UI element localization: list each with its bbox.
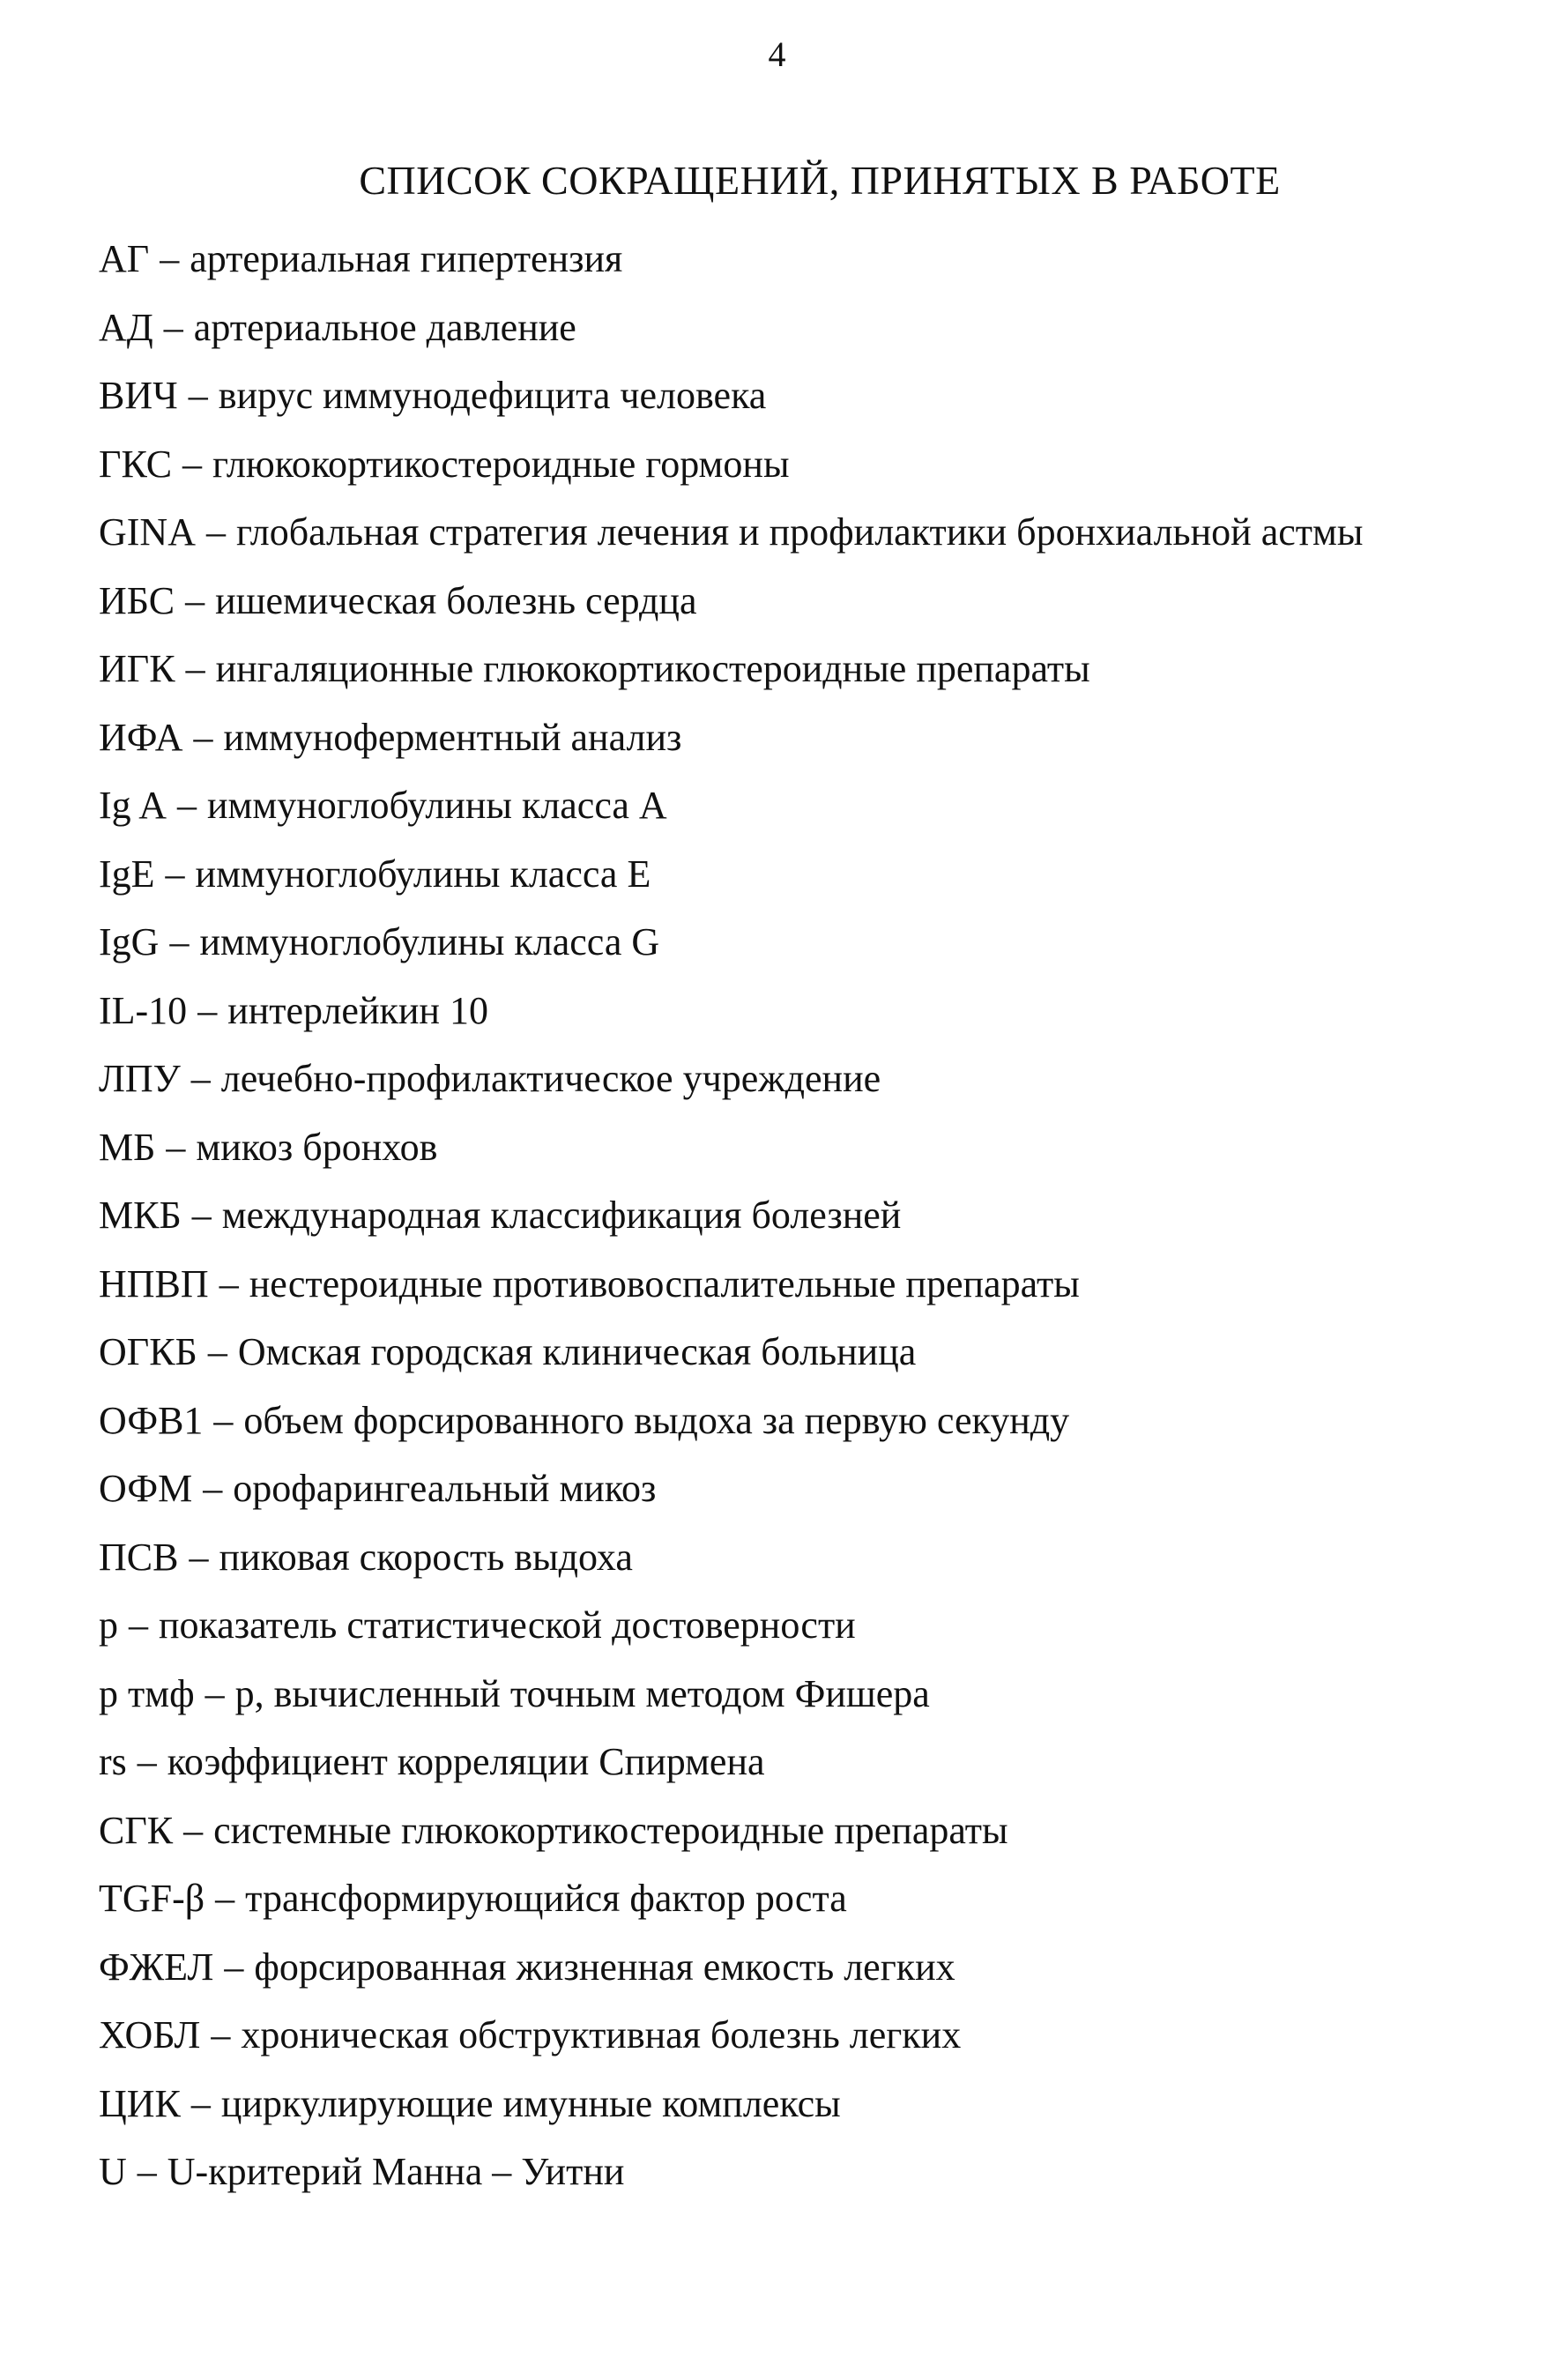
definition: нестероидные противовоспалительные препараты [249,1261,1080,1305]
definition: объем форсированного выдоха за первую секунду [243,1398,1070,1442]
abbreviation: GINA [99,510,196,554]
list-item [99,1045,1509,1113]
definition: артериальное давление [193,305,576,349]
abbreviation: р [99,1603,118,1647]
separator-dash: – [185,647,205,690]
separator-dash: – [205,510,226,554]
separator-dash: – [160,237,180,280]
abbreviation: НПВП [99,1261,209,1305]
list-item [99,1454,1509,1523]
separator-dash: – [190,1057,211,1100]
list-item [99,1181,1509,1250]
list-item [99,1728,1509,1796]
separator-dash: – [137,2150,157,2193]
list-item [99,1933,1509,2002]
definition: иммуноглобулины класса Е [195,852,651,896]
list-item [99,1250,1509,1319]
definition: показатель статистической достоверности [159,1603,856,1647]
abbreviation: ИФА [99,715,183,759]
definition: системные глюкокортикостероидные препараты [213,1808,1008,1852]
separator-dash: – [190,2081,211,2125]
separator-dash: – [182,442,203,486]
abbreviation: ИГК [99,647,175,690]
definition: циркулирующие имунные комплексы [220,2081,841,2125]
abbreviation: rs [99,1740,127,1783]
abbreviation: ФЖЕЛ [99,1945,214,1989]
list-item [99,1387,1509,1455]
separator-dash: – [129,1603,148,1647]
definition: ишемическая болезнь сердца [215,578,697,622]
definition: иммуноглобулины класса А [207,784,667,827]
abbreviation: ЦИК [99,2081,181,2125]
list-item [99,2070,1509,2138]
list-item [99,1796,1509,1865]
definition: коэффициент корреляции Спирмена [167,1740,765,1783]
abbreviation: СГК [99,1808,174,1852]
list-item [99,1113,1509,1182]
definition: артериальная гипертензия [190,237,623,280]
list-item [99,430,1509,499]
definition: хроническая обструктивная болезнь легких [241,2013,962,2056]
definition: иммуноферментный анализ [223,715,682,759]
separator-dash: – [215,1877,235,1920]
list-item [99,225,1509,294]
separator-dash: – [219,1261,239,1305]
separator-dash: – [211,2013,231,2056]
separator-dash: – [163,305,183,349]
abbreviation: ОГКБ [99,1330,197,1373]
separator-dash: – [193,715,213,759]
abbreviation: IL-10 [99,988,188,1032]
list-item [99,294,1509,362]
definition: трансформирующийся фактор роста [245,1877,847,1920]
definition: U-критерий Манна – Уитни [167,2150,625,2193]
list-item [99,567,1509,636]
list-item [99,1523,1509,1592]
abbreviation: TGF-β [99,1877,205,1920]
separator-dash: – [224,1945,244,1989]
list-item [99,1864,1509,1933]
list-item [99,635,1509,703]
list-item [99,2138,1509,2206]
page-title: СПИСОК СОКРАЩЕНИЙ, ПРИНЯТЫХ В РАБОТЕ [359,158,1281,203]
definition: микоз бронхов [196,1125,438,1169]
separator-dash: – [207,1330,227,1373]
separator-dash: – [137,1740,157,1783]
abbreviation-list [99,225,1509,2206]
list-item [99,977,1509,1045]
list-item [99,1660,1509,1729]
separator-dash: – [203,1467,223,1510]
separator-dash: – [189,1535,209,1579]
page-number: 4 [768,34,786,74]
definition: международная классификация болезней [221,1194,902,1237]
definition: орофарингеальный микоз [233,1467,657,1510]
separator-dash: – [204,1671,225,1715]
abbreviation: ЛПУ [99,1057,181,1100]
definition: лечебно-профилактическое учреждение [220,1057,881,1100]
abbreviation: ГКС [99,442,173,486]
abbreviation: МКБ [99,1194,182,1237]
list-item [99,703,1509,772]
abbreviation: U [99,2150,127,2193]
abbreviation: АД [99,305,153,349]
definition: глюкокортикостероидные гормоны [212,442,790,486]
definition: форсированная жизненная емкость легких [254,1945,955,1989]
abbreviation: Ig A [99,784,167,827]
list-item [99,1318,1509,1387]
abbreviation: АГ [99,237,150,280]
separator-dash: – [165,852,185,896]
definition: ингаляционные глюкокортикостероидные препараты [215,647,1090,690]
definition: пиковая скорость выдоха [219,1535,633,1579]
separator-dash: – [166,1125,186,1169]
abbreviation: МБ [99,1125,156,1169]
definition: Омская городская клиническая больница [237,1330,917,1373]
separator-dash: – [177,784,197,827]
abbreviation: ИБС [99,578,175,622]
separator-dash: – [191,1194,212,1237]
definition: иммуноглобулины класса G [199,920,660,963]
separator-dash: – [185,578,205,622]
abbreviation: ОФВ1 [99,1398,204,1442]
list-item [99,361,1509,430]
separator-dash: – [183,1808,204,1852]
separator-dash: – [213,1398,234,1442]
separator-dash: – [188,374,208,417]
abbreviation: р тмф [99,1671,195,1715]
list-item [99,498,1509,567]
list-item [99,771,1509,840]
definition: глобальная стратегия лечения и профилактики бронхиальной астмы [235,510,1364,554]
abbreviation: IgG [99,920,160,963]
list-item [99,840,1509,909]
separator-dash: – [169,920,190,963]
list-item [99,908,1509,977]
definition: вирус иммунодефицита человека [218,374,767,417]
abbreviation: ВИЧ [99,374,178,417]
list-item [99,2001,1509,2070]
abbreviation: ХОБЛ [99,2013,201,2056]
abbreviation: ПСВ [99,1535,179,1579]
definition: р, вычисленный точным методом Фишера [234,1671,930,1715]
definition: интерлейкин 10 [227,988,488,1032]
list-item [99,1591,1509,1660]
separator-dash: – [197,988,218,1032]
abbreviation: IgE [99,852,155,896]
abbreviation: ОФМ [99,1467,193,1510]
